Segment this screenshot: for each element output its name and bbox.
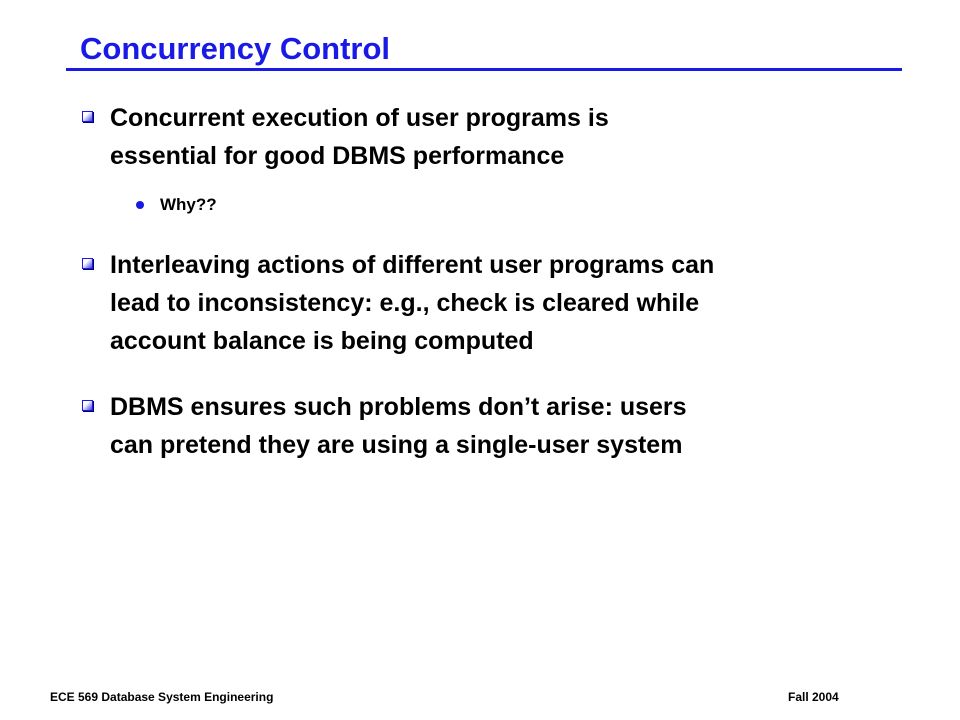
dot-bullet-icon	[136, 201, 144, 209]
bullet-line: essential for good DBMS performance	[110, 142, 565, 170]
bullet-line: Interleaving actions of different user programs can	[110, 251, 715, 279]
title-underline	[66, 68, 902, 71]
square-bullet-icon	[82, 258, 93, 269]
square-bullet-icon	[82, 111, 93, 122]
sub-bullet-text: Why??	[160, 195, 217, 214]
bullet-item	[110, 388, 920, 464]
bullet-line: Concurrent execution of user programs is	[110, 104, 609, 132]
bullet-line: DBMS ensures such problems don’t arise: users	[110, 393, 687, 421]
footer-course: ECE 569 Database System Engineering	[50, 690, 274, 704]
bullet-item	[110, 99, 920, 175]
sub-bullet-item	[160, 193, 217, 217]
bullet-line: lead to inconsistency: e.g., check is cleared while	[110, 289, 700, 317]
footer-term: Fall 2004	[788, 690, 839, 704]
bullet-line: account balance is being computed	[110, 327, 534, 355]
slide-title: Concurrency Control	[80, 31, 391, 66]
bullet-item	[110, 246, 920, 360]
bullet-line: can pretend they are using a single-user system	[110, 431, 683, 459]
square-bullet-icon	[82, 400, 93, 411]
